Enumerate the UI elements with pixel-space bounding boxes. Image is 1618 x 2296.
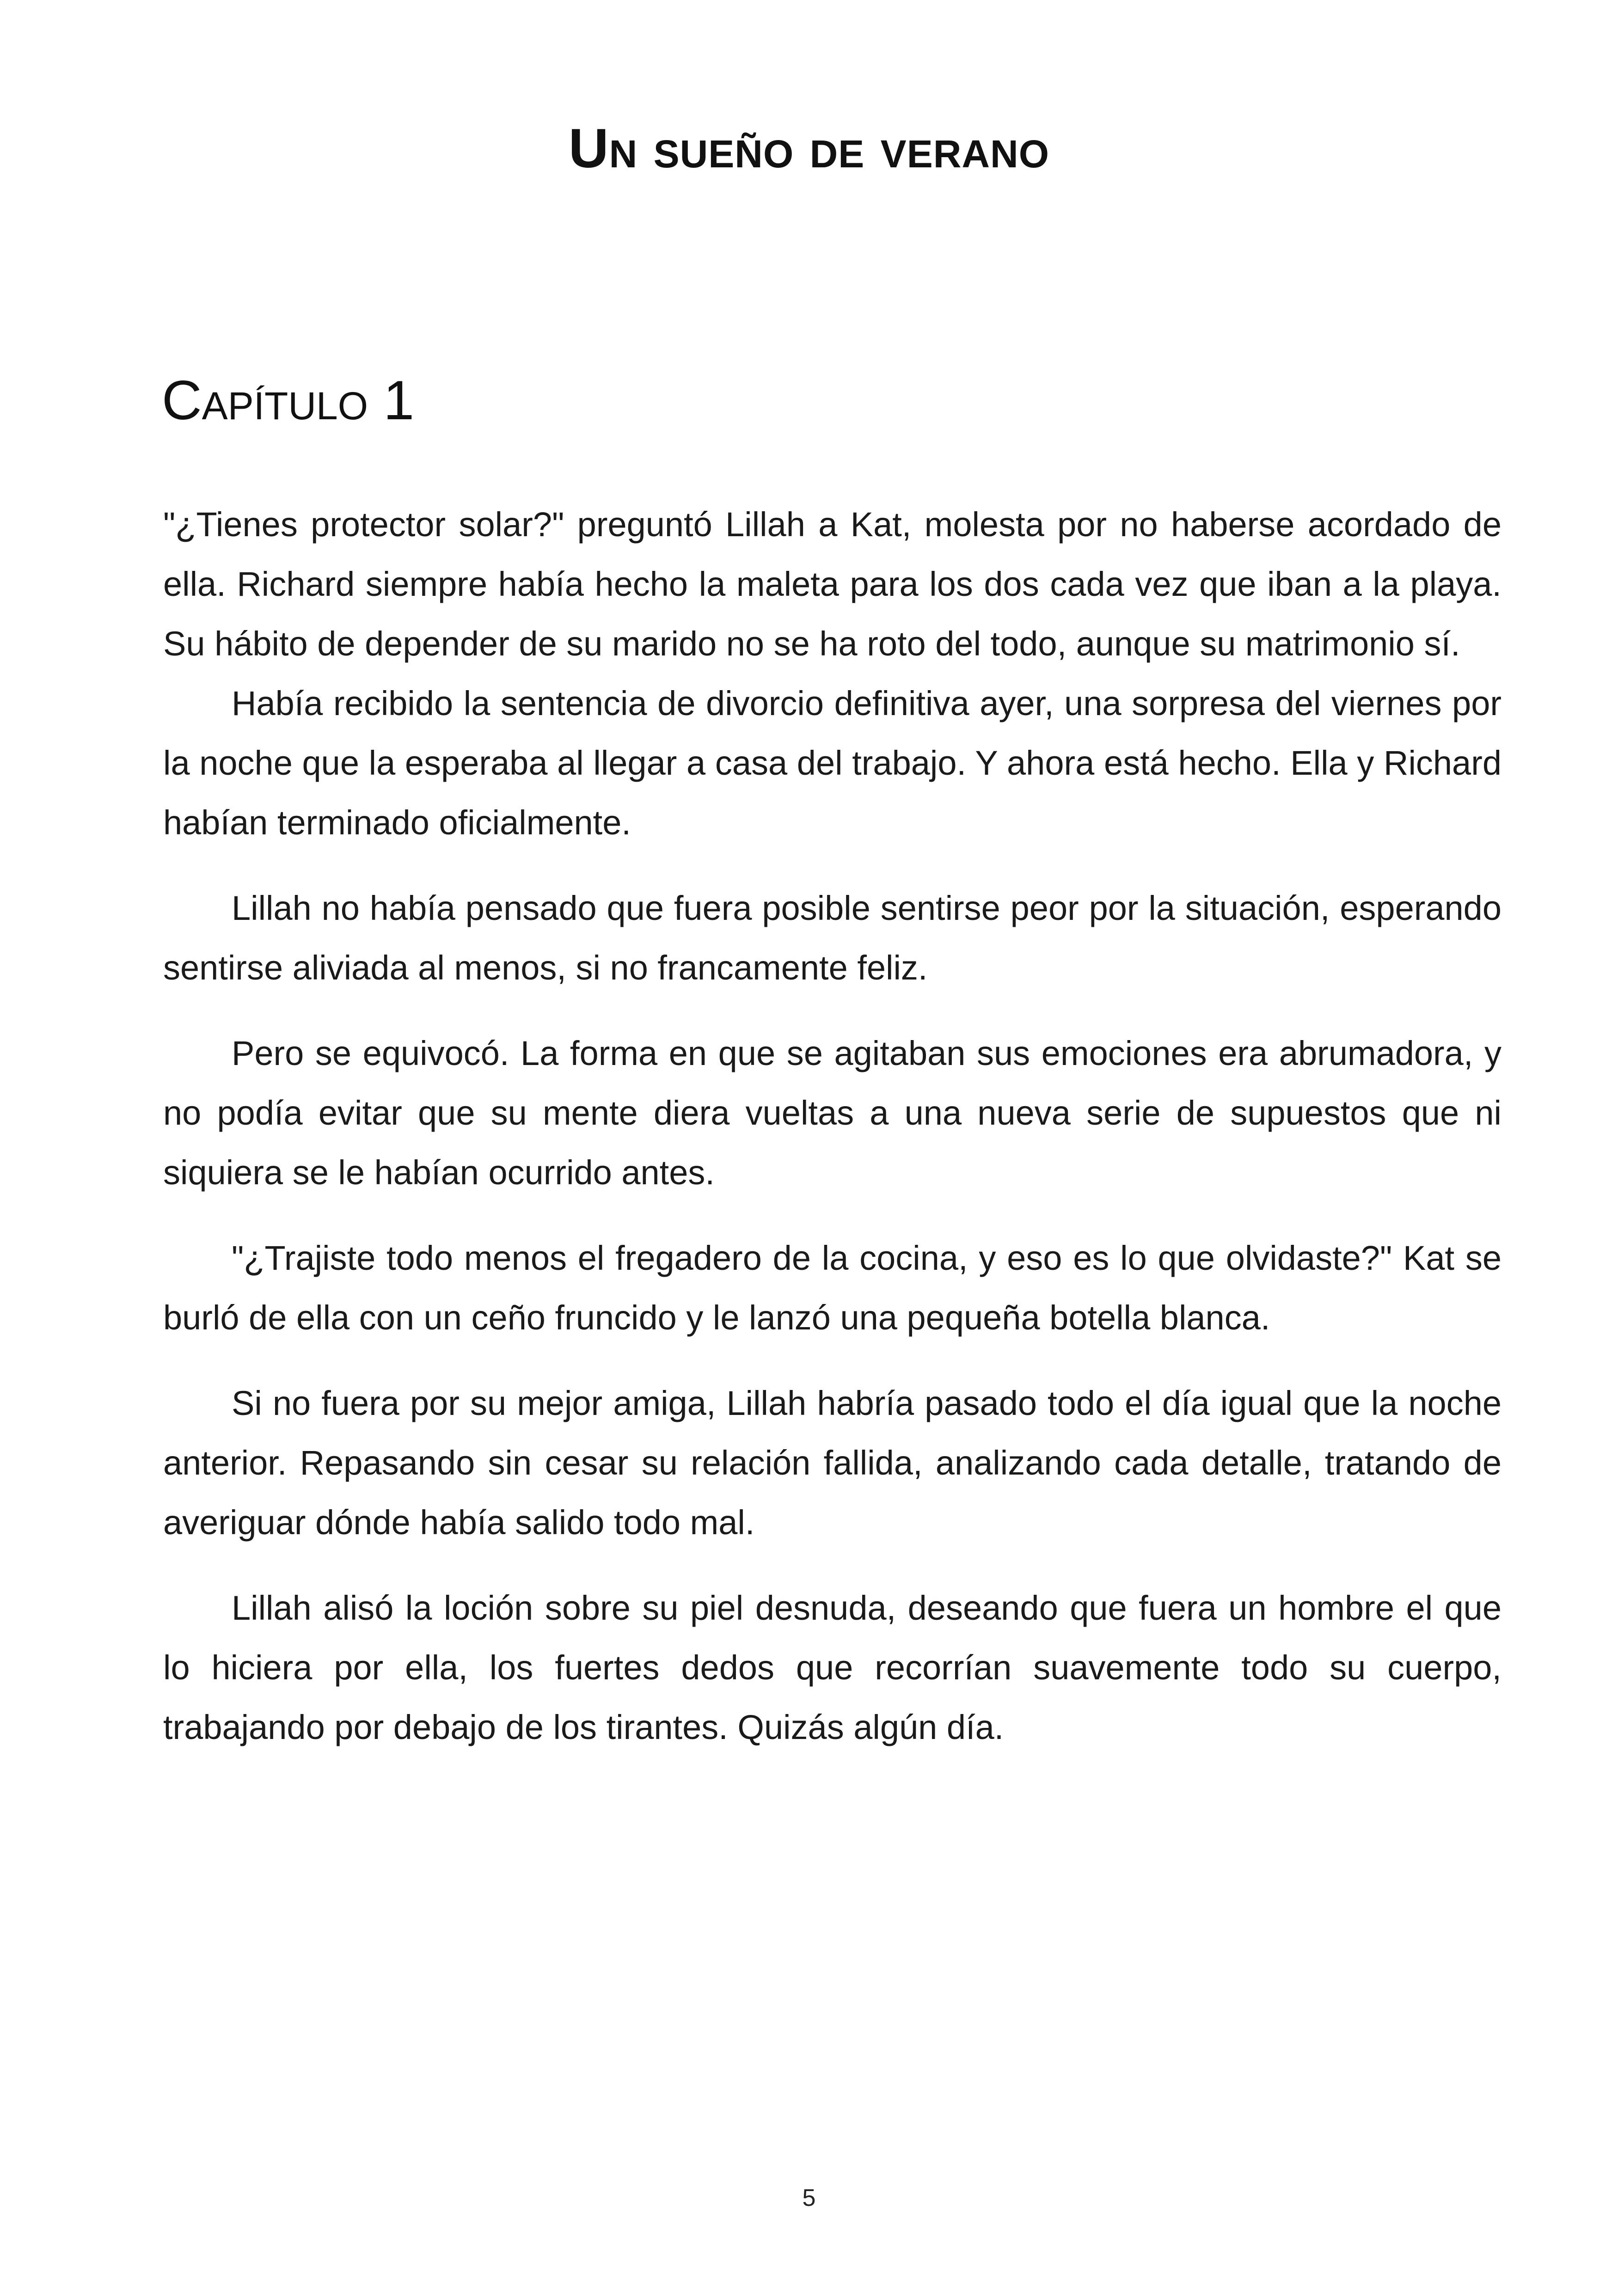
paragraph: Lillah alisó la loción sobre su piel desnuda, deseando que fuera un hombre el que lo hiciera por ella, los fuertes dedos que recorrían suavemente todo su cuerpo, trabajando por debajo de los tirantes. Quizás algún día. [163, 1589, 1502, 1746]
chapter-title: Capítulo 1 [162, 369, 415, 431]
book-title: Un sueño de verano [568, 117, 1050, 179]
paragraph: Lillah no había pensado que fuera posible sentirse peor por la situación, esperando sentirse aliviada al menos, si no francamente feliz. [163, 889, 1502, 987]
paragraph: Había recibido la sentencia de divorcio definitiva ayer, una sorpresa del viernes por la noche que la esperaba al llegar a casa del trabajo. Y ahora está hecho. Ella y Richard habían terminado oficialmente. [163, 684, 1502, 842]
paragraph: "¿Trajiste todo menos el fregadero de la cocina, y eso es lo que olvidaste?" Kat se burló de ella con un ceño fruncido y le lanzó una pequeña botella blanca. [163, 1239, 1502, 1337]
chapter-body [163, 495, 1502, 1757]
paragraph: Pero se equivocó. La forma en que se agitaban sus emociones era abrumadora, y no podía evitar que su mente diera vueltas a una nueva serie de supuestos que ni siquiera se le habían ocurrido antes. [163, 1034, 1502, 1192]
page-number: 5 [802, 2185, 816, 2211]
paragraph: "¿Tienes protector solar?" preguntó Lillah a Kat, molesta por no haberse acordado de ella. Richard siempre había hecho la maleta para los dos cada vez que iban a la playa. Su hábito de depender de su marido no se ha roto del todo, aunque su matrimonio sí. [163, 505, 1502, 663]
paragraph: Si no fuera por su mejor amiga, Lillah habría pasado todo el día igual que la noche anterior. Repasando sin cesar su relación fallida, analizando cada detalle, tratando de averiguar dónde había salido todo mal. [163, 1384, 1502, 1542]
